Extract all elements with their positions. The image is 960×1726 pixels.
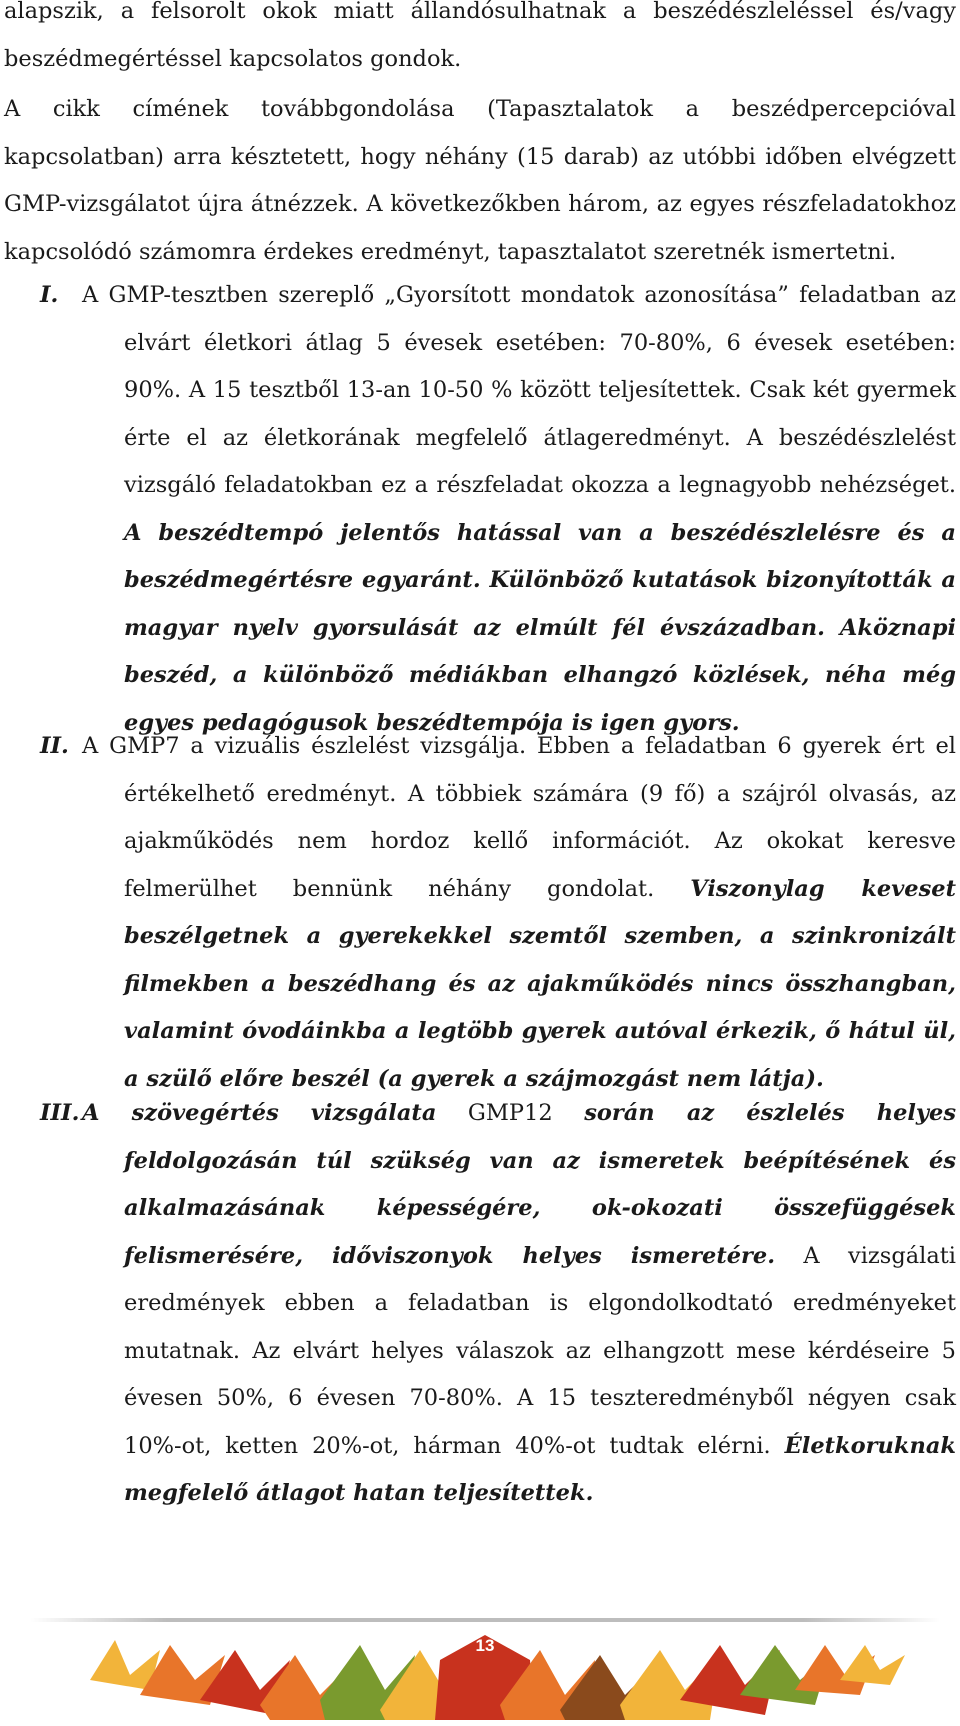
page-number: 13 xyxy=(475,1636,495,1655)
item-text-emphasis: A szövegértés vizsgálata xyxy=(82,1100,437,1126)
autumn-leaves-decoration xyxy=(20,1620,950,1720)
list-item-3 xyxy=(0,1090,956,1518)
item-text xyxy=(82,1090,956,1518)
item-text-emphasis: A beszédtempó jelentős hatással van a beszédészlelésre és a beszédmegértésre egyaránt. Különböző kutatások bizonyították a magyar nyelv gyorsulását az elmúlt fél évszázadban. Aköznapi beszéd, a különböző médiákban elhangzó közlések, néha még egyes pedagógusok beszédtempója is igen gyors. xyxy=(124,519,956,736)
item-text-emphasis: során az észlelés helyes feldolgozásán túl szükség van az ismeretek beépítésének és alkalmazásának képességére, ok-okozati összefüggések felismerésére, időviszonyok helyes ismeretére. xyxy=(124,1100,956,1269)
item-text-emphasis: Életkoruknak megfelelő átlagot hatan teljesítettek. xyxy=(124,1432,956,1506)
item-text-plain: A vizsgálati eredmények ebben a feladatban is elgondolkodtató eredményeket mutatnak. Az elvárt helyes válaszok az elhangzott mese kérdéseire 5 évesen 50%, 6 évesen 70-80%. A 15 teszteredményből négyen csak 10%-ot, ketten 20%-ot, hárman 40%-ot tudtak elérni. xyxy=(124,1242,956,1459)
list-item-2 xyxy=(0,723,956,1103)
intro-paragraph: alapszik, a felsorolt okok miatt állandósulhatnak a beszédészleléssel és/vagy beszédmegértéssel kapcsolatos gondok. xyxy=(4,0,956,72)
item-text-emphasis: Viszonylag keveset beszélgetnek a gyerekekkel szemtől szemben, a szinkronizált filmekben a beszédhang és az ajakműködés nincs összhangban, valamint óvodáinkba a legtöbb gyerek autóval érkezik, ő hátul ül, a szülő előre beszél (a gyerek a szájmozgást nem látja). xyxy=(124,875,956,1092)
item-text-plain: A GMP-tesztben szereplő „Gyorsított mondatok azonosítása” feladatban az elvárt életkori átlag 5 évesek esetében: 70-80%, 6 évesek esetében: 90%. A 15 tesztből 13-an 10-50 % között teljesítettek. Csak két gyermek érte el az életkorának megfelelő átlageredményt. A beszédészlelést vizsgáló feladatokban ez a részfeladat okozza a legnagyobb nehézséget. xyxy=(82,282,956,498)
item-text xyxy=(82,272,956,747)
item-text-plain: A GMP7 a vizuális észlelést vizsgálja. Ebben a feladatban 6 gyerek ért el értékelhető eredményt. A többiek számára (9 fő) a szájról olvasás, az ajakműködés nem hordoz kellő információt. Az okokat keresve felmerülhet bennünk néhány gondolat. xyxy=(82,733,956,902)
list-item-1 xyxy=(0,272,956,747)
paragraph-tapasztalatok: A cikk címének továbbgondolása (Tapasztalatok a beszédpercepcióval kapcsolatban) arra késztetett, hogy néhány (15 darab) az utóbbi időben elvégzett GMP-vizsgálatot újra átnézzek. A következőkben három, az egyes részfeladatokhoz kapcsolódó számomra érdekes eredményt, tapasztalatot szeretnék ismertetni. xyxy=(4,96,956,265)
item-numeral: III. xyxy=(40,1100,80,1126)
page-footer xyxy=(20,1600,950,1726)
item-numeral: II. xyxy=(40,733,69,759)
item-numeral: I. xyxy=(40,282,59,308)
item-text xyxy=(82,723,956,1103)
item-text-plain: GMP12 xyxy=(436,1100,585,1126)
